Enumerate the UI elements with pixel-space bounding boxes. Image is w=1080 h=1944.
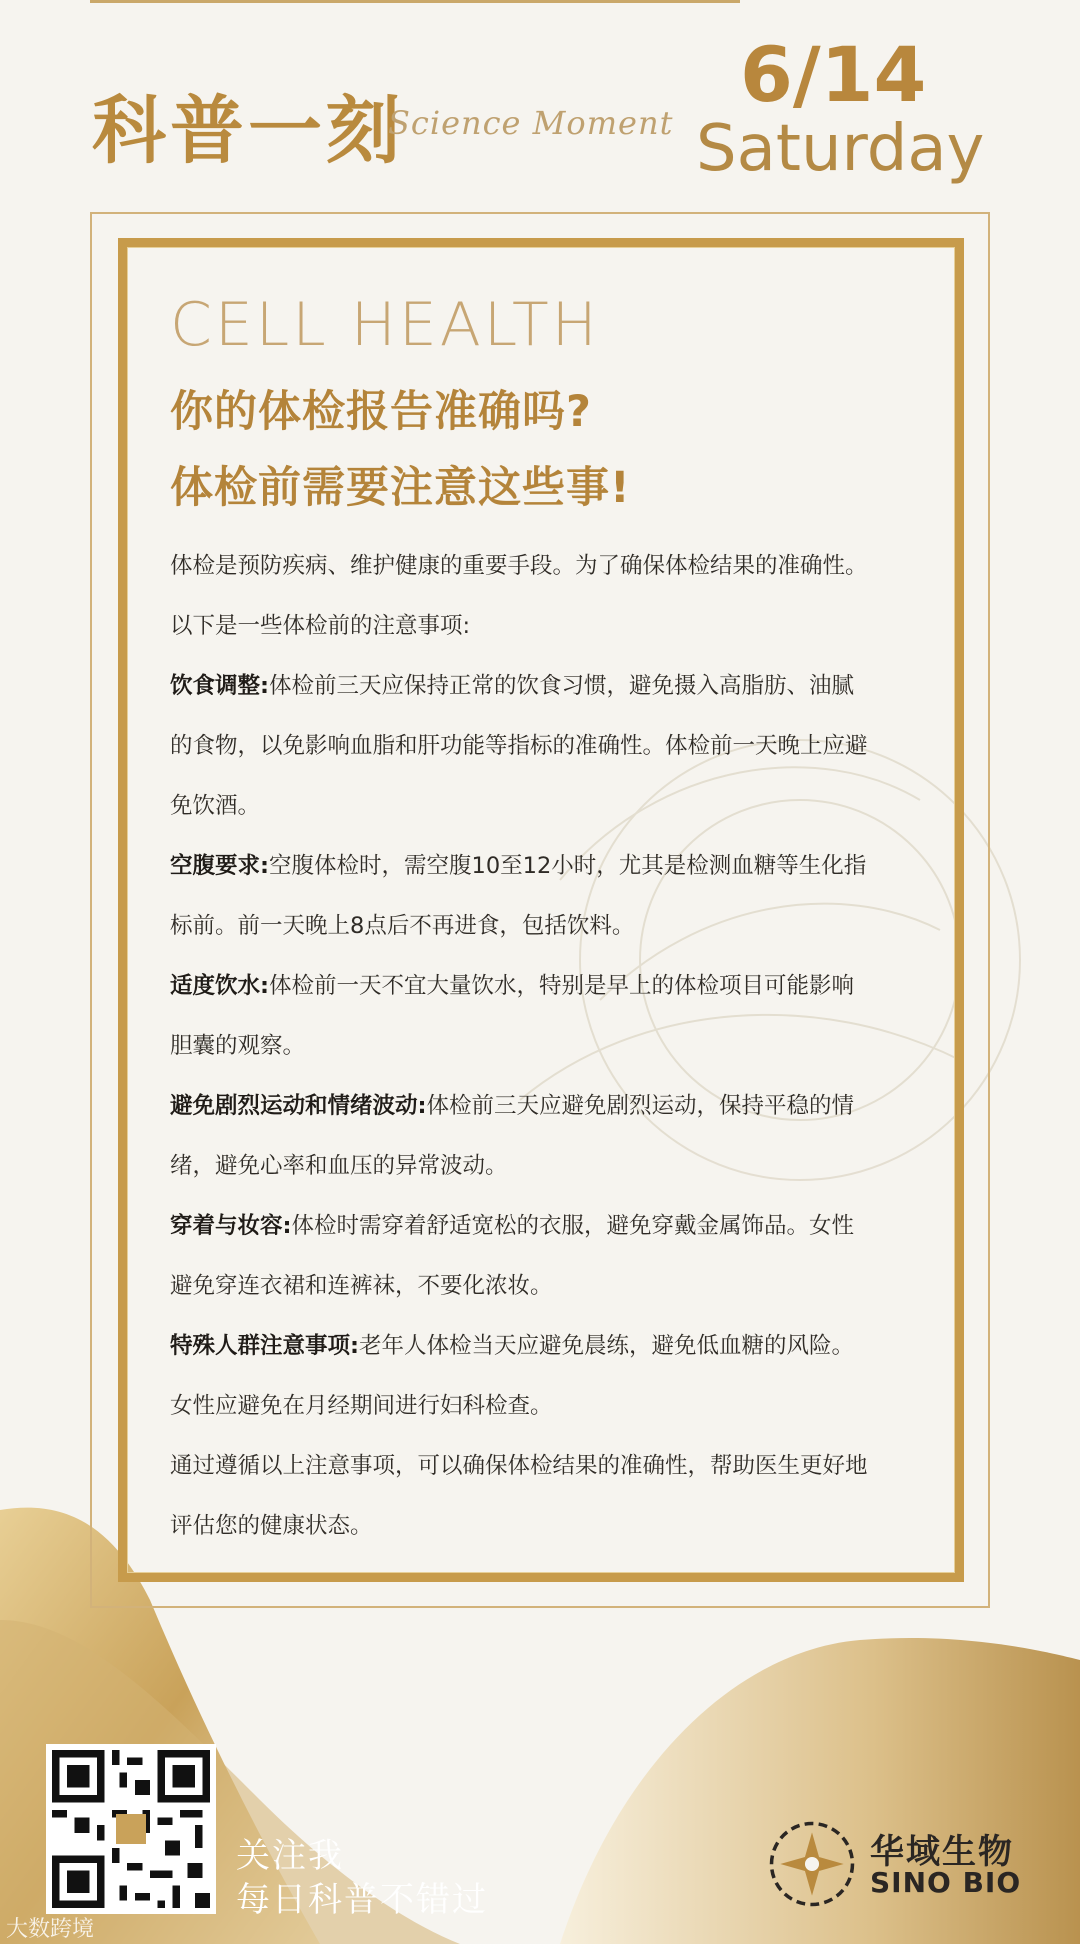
tip-text: 绪，避免心率和血压的异常波动。 <box>170 1153 508 1179</box>
tip-text: 体检前三天应避免剧烈运动，保持平稳的情 <box>426 1093 855 1119</box>
tip-text: 胆囊的观察。 <box>170 1033 306 1059</box>
tip-paragraph <box>170 656 930 716</box>
top-accent-line <box>90 0 740 3</box>
brand-name-en: SINO BIO <box>870 1866 1022 1899</box>
date-label: 6/14 <box>740 30 927 119</box>
tip-text: 免饮酒。 <box>170 793 261 819</box>
tip-paragraph <box>170 956 930 1016</box>
outro-line: 评估您的健康状态。 <box>170 1513 373 1539</box>
intro-line: 以下是一些体检前的注意事项: <box>170 613 471 639</box>
tip-text: 体检前三天应保持正常的饮食习惯，避免摄入高脂肪、油腻 <box>269 673 855 699</box>
script-subtitle: Science Moment <box>388 104 674 142</box>
sino-bio-logo-icon <box>768 1820 856 1908</box>
weekday-label: Saturday <box>696 112 985 186</box>
qr-code-icon[interactable] <box>46 1744 216 1914</box>
follow-subtext: 每日科普不错过 <box>236 1880 488 1920</box>
headline-line-2: 体检前需要注意这些事! <box>170 463 631 513</box>
tip-paragraph <box>170 1076 930 1136</box>
tip-paragraph <box>170 1316 930 1376</box>
intro-line: 体检是预防疾病、维护健康的重要手段。为了确保体检结果的准确性。 <box>170 553 868 579</box>
headline-line-1: 你的体检报告准确吗? <box>170 387 592 437</box>
tip-paragraph <box>170 836 930 896</box>
tip-title: 避免剧烈运动和情绪波动: <box>170 1093 427 1119</box>
tip-title: 特殊人群注意事项: <box>170 1333 359 1359</box>
tip-text: 标前。前一天晚上8点后不再进食，包括饮料。 <box>170 913 635 939</box>
tip-title: 适度饮水: <box>170 973 269 999</box>
section-kicker: CELL HEALTH <box>170 290 600 360</box>
tip-paragraph <box>170 1196 930 1256</box>
tip-text: 女性应避免在月经期间进行妇科检查。 <box>170 1393 553 1419</box>
tip-text: 避免穿连衣裙和连裤袜，不要化浓妆。 <box>170 1273 553 1299</box>
tip-text: 老年人体检当天应避免晨练，避免低血糖的风险。 <box>359 1333 855 1359</box>
tip-text: 体检时需穿着舒适宽松的衣服，避免穿戴金属饰品。女性 <box>291 1213 855 1239</box>
watermark-text: 大数跨境 <box>6 1917 95 1942</box>
tip-title: 饮食调整: <box>170 673 269 699</box>
outro-line: 通过遵循以上注意事项，可以确保体检结果的准确性，帮助医生更好地 <box>170 1453 868 1479</box>
article-body <box>170 536 930 1556</box>
brand-name-cn: 华域生物 <box>870 1832 1014 1872</box>
follow-text: 关注我 <box>236 1836 344 1876</box>
tip-text: 体检前一天不宜大量饮水，特别是早上的体检项目可能影响 <box>269 973 855 999</box>
tip-title: 空腹要求: <box>170 853 269 879</box>
tip-text: 的食物，以免影响血脂和肝功能等指标的准确性。体检前一天晚上应避 <box>170 733 868 759</box>
tip-title: 穿着与妆容: <box>170 1213 292 1239</box>
tip-text: 空腹体检时，需空腹10至12小时，尤其是检测血糖等生化指 <box>269 853 867 879</box>
page-title: 科普一刻 <box>92 88 404 174</box>
